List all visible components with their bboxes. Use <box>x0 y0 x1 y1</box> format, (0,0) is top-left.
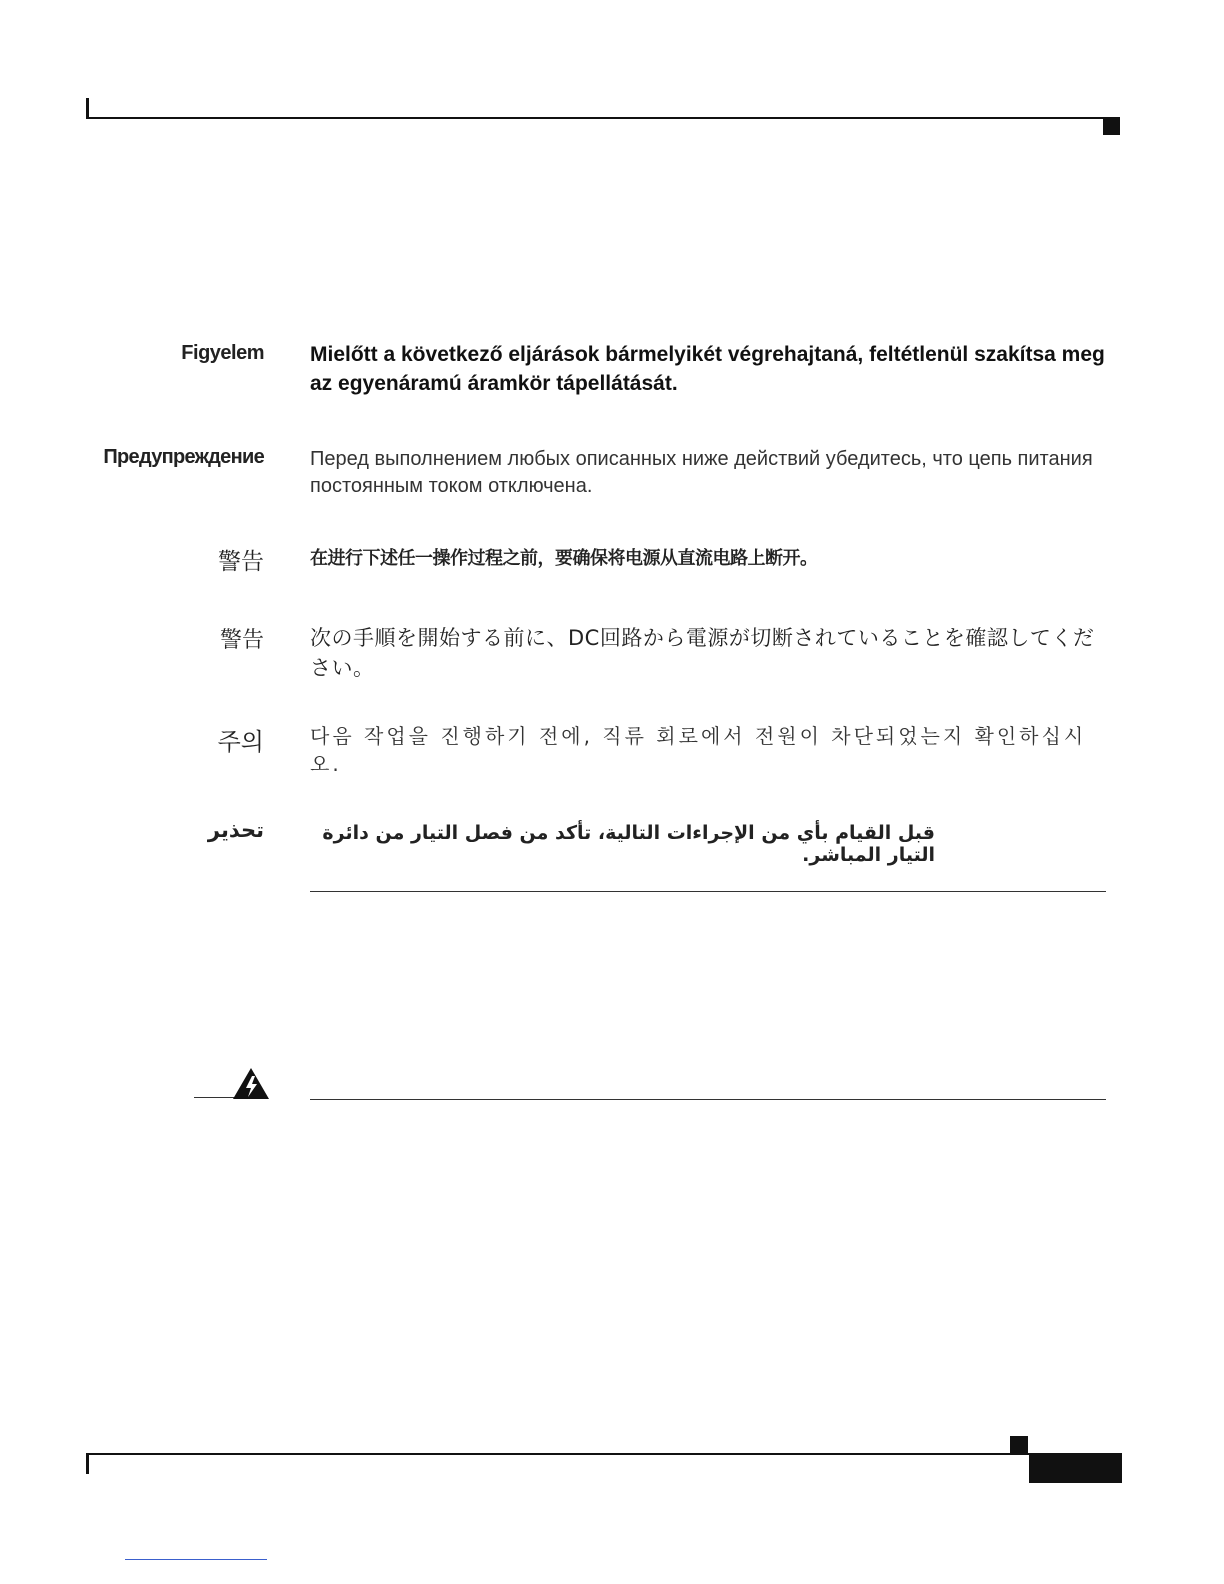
warning-text-korean: 다음 작업을 진행하기 전에, 직류 회로에서 전원이 차단되었는지 확인하십시오. <box>310 724 1087 776</box>
header-square-marker <box>1103 119 1120 135</box>
language-label-chinese: 警告 <box>218 549 264 575</box>
warning-text-japanese: 次の手順を開始する前に、DC回路から電源が切断されていることを確認してください。 <box>310 626 1095 680</box>
header-rule <box>86 117 1120 119</box>
warning-divider <box>310 1099 1106 1100</box>
warning-text-arabic: قبل القيام بأي من الإجراءات التالية، تأكد من فصل التيار من دائرة التيار المباشر. <box>322 822 935 866</box>
warning-triangle-lightning-icon <box>231 1066 271 1100</box>
footer-square-marker <box>1010 1436 1028 1454</box>
footer-page-tab <box>1029 1455 1122 1483</box>
warning-text-hungarian: Mielőtt a következő eljárások bármelyikét végrehajtaná, feltétlenül szakítsa meg az egyenáramú áramkör tápellátását. <box>310 343 1105 395</box>
language-label-japanese: 警告 <box>219 628 264 653</box>
footer-link-underline[interactable] <box>125 1559 267 1560</box>
warning-text-russian: Перед выполнением любых описанных ниже действий убедитесь, что цепь питания постоянным током отключена. <box>310 448 1093 497</box>
language-label-korean: 주의 <box>217 728 264 756</box>
footer-rule <box>86 1453 1122 1455</box>
header-left-tick <box>86 98 89 119</box>
language-label-arabic: تحذير <box>207 818 264 842</box>
language-label-russian: Предупреждение <box>103 446 264 468</box>
section-divider <box>310 891 1106 892</box>
language-label-hungarian: Figyelem <box>181 342 264 364</box>
footer-left-tick <box>86 1453 89 1474</box>
warning-text-chinese: 在进行下述任一操作过程之前，要确保将电源从直流电路上断开。 <box>310 548 818 569</box>
